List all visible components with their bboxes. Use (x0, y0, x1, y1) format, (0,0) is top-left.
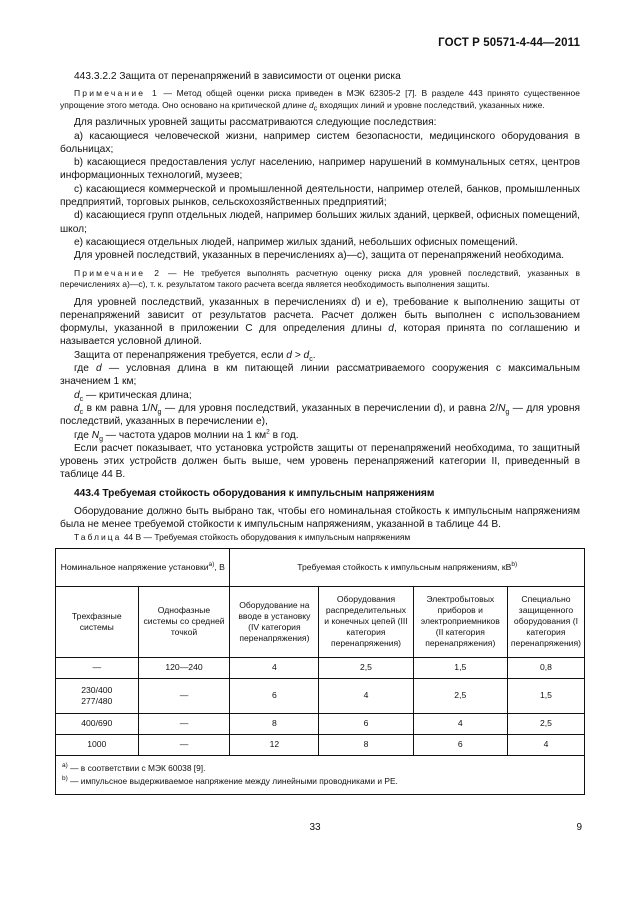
cell-cat1: 4 (507, 734, 584, 755)
list-item: а) касающиеся человеческой жизни, например систем безопасности, медицинского оборудования в больницах; (60, 130, 580, 155)
paragraph-result: Если расчет показывает, что установка устройств защиты от перенапряжений необходима, то защитный уровень этих устройств должен быть выше, чем уровень перенапряжений категории II, приведенный в таблице 44 В. (60, 442, 580, 481)
section-title: Требуемая стойкость оборудования к импульсным напряжениям (102, 487, 435, 499)
col-single-phase: Однофазные системы со средней точкой (138, 586, 230, 657)
note-2: Примечание 2 — Не требуется выполнять расчетную оценку риска для уровней последствий, указанных в перечислениях а)—с), т. к. результатом такого расчета всегда является необходимость выполнения защиты. (60, 267, 580, 290)
header-required-withstand: Требуемая стойкость к импульсным напряжениям, $кВ^{b)}$ (230, 548, 585, 586)
col-category-iv: Оборудование на вводе в установку (IV категория перенапряжения) (230, 586, 319, 657)
cell-three-phase: — (56, 657, 139, 678)
table-caption (60, 532, 580, 543)
header-nominal-voltage: Номинальное напряжение установки$^{а)}$, В (56, 548, 230, 586)
paragraph-de: Для уровней последствий, указанных в перечислениях d) и e), требование к выполнению защиты от перенапряжений зависит от результатов расчета. Расчет должен быть выполнен с использованием формулы, указанной в приложении С для определения длины d, которая принята по соглашению и называется условной длиной. (60, 296, 580, 348)
section-number: 443.4 (74, 487, 100, 499)
list-item: e) касающиеся отдельных людей, например жилых зданий, небольших офисных помещений. (74, 236, 518, 248)
cell-cat1: 0,8 (507, 657, 584, 678)
col-category-iii: Оборудования распределительных и конечных цепей (III категория перенапряжения) (319, 586, 413, 657)
table-footnotes (56, 755, 585, 794)
list-item: c) касающиеся коммерческой и промышленной деятельности, например отелей, банков, промышленных предприятий, торговых рынков, сельскохозяйственных предприятий; (60, 183, 580, 209)
col-three-phase: Трехфазные системы (56, 586, 139, 657)
cell-cat4: 4 (230, 657, 319, 678)
cell-single-phase: — (138, 678, 230, 713)
table-row (56, 657, 585, 678)
cell-cat3: 2,5 (319, 657, 413, 678)
protection-condition: Защита от перенапряжения требуется, если $d > d_c$. (74, 349, 316, 363)
definition-d: где d — условная длина в км питающей линии рассматриваемого сооружения с максимальным значением 1 км; (60, 363, 580, 388)
cell-single-phase: — (138, 713, 230, 734)
table-row (56, 678, 585, 713)
table-caption-label: Таблица (74, 531, 122, 542)
cell-three-phase: 400/690 (56, 713, 139, 734)
table-footnotes-row (56, 755, 585, 794)
paragraph-ac: Для уровней последствий, указанных в перечислениях а)—с), защита от перенапряжений необходима. (74, 250, 565, 262)
cell-single-phase: 120—240 (138, 657, 230, 678)
footnote-b: $^{b)}$ — импульсное выдерживаемое напряжение между линейными проводниками и РЕ. (62, 774, 398, 786)
table-subheader-row (56, 586, 585, 657)
col-category-ii: Электробытовых приборов и электроприемников (II категория перенапряжения) (413, 586, 507, 657)
table-row (56, 734, 585, 755)
cell-cat4: 6 (230, 678, 319, 713)
document-body (60, 70, 580, 795)
cell-cat4: 8 (230, 713, 319, 734)
section-number: 443.3.2.2 (74, 71, 117, 82)
definition-ng: где $N_g$ — частота ударов молнии на 1 $км^2$ в год. (74, 428, 299, 443)
note-label: Примечание 2 (74, 267, 162, 278)
cell-cat1: 1,5 (507, 678, 584, 713)
cell-single-phase: — (138, 734, 230, 755)
dc-value: $d_c$ в км равна $1/N_g$ — для уровня последствий, указанных в перечислении d), и равна $2/N_g$ — для уровня последствий, указанных в перечислении e), (60, 402, 580, 428)
paragraph-equipment: Оборудование должно быть выбрано так, чтобы его номинальная стойкость к импульсным напряжениям была не менее требуемой стойкости к импульсным напряжениям, указанной в таблице 44 В. (60, 506, 580, 531)
section-title: Защита от перенапряжений в зависимости от оценки риска (119, 71, 401, 82)
cell-cat4: 12 (230, 734, 319, 755)
page-number-right: 9 (576, 822, 582, 833)
cell-cat2: 2,5 (413, 678, 507, 713)
footnote-a: $^{а)}$ — в соответствии с МЭК 60038 [9]. (62, 761, 206, 773)
page-number-center: 33 (309, 822, 321, 833)
list-item: d) касающиеся групп отдельных людей, например больших жилых зданий, церквей, офисных помещений, школ; (60, 210, 580, 235)
cell-cat2: 4 (413, 713, 507, 734)
table-caption-text: 44 В — Требуемая стойкость оборудования к импульсным напряжениям (121, 531, 411, 542)
standard-header: ГОСТ Р 50571-4-44—2011 (438, 37, 580, 49)
consequences-intro: Для различных уровней защиты рассматриваются следующие последствия: (74, 117, 437, 129)
cell-cat1: 2,5 (507, 713, 584, 734)
cell-cat2: 1,5 (413, 657, 507, 678)
section-443-3-2-2-heading (60, 70, 580, 83)
table-row (56, 713, 585, 734)
cell-three-phase: 230/400 277/480 (56, 678, 139, 713)
cell-cat3: 6 (319, 713, 413, 734)
definition-dc: $d_c$ — критическая длина; (74, 389, 192, 403)
col-category-i: Специально защищенного оборудования (I категория перенапряжения) (507, 586, 584, 657)
note-label: Примечание 1 (74, 88, 159, 99)
cell-three-phase: 1000 (56, 734, 139, 755)
impulse-withstand-table (55, 548, 585, 795)
table-header-row (56, 548, 585, 586)
cell-cat2: 6 (413, 734, 507, 755)
cell-cat3: 4 (319, 678, 413, 713)
section-443-4-heading (60, 487, 580, 500)
note-1: Примечание 1 — Метод общей оценки риска приведен в МЭК 62305-2 [7]. В разделе 443 принято существенное упрощение этого метода. Оно основано на критической длине $d_c$ входящих линий и уровне последствий, указанных ниже. (60, 88, 580, 113)
cell-cat3: 8 (319, 734, 413, 755)
list-item: b) касающиеся предоставления услуг населению, например нарушений в коммунальных сетях, центров информационных технологий, музеев; (60, 157, 580, 182)
